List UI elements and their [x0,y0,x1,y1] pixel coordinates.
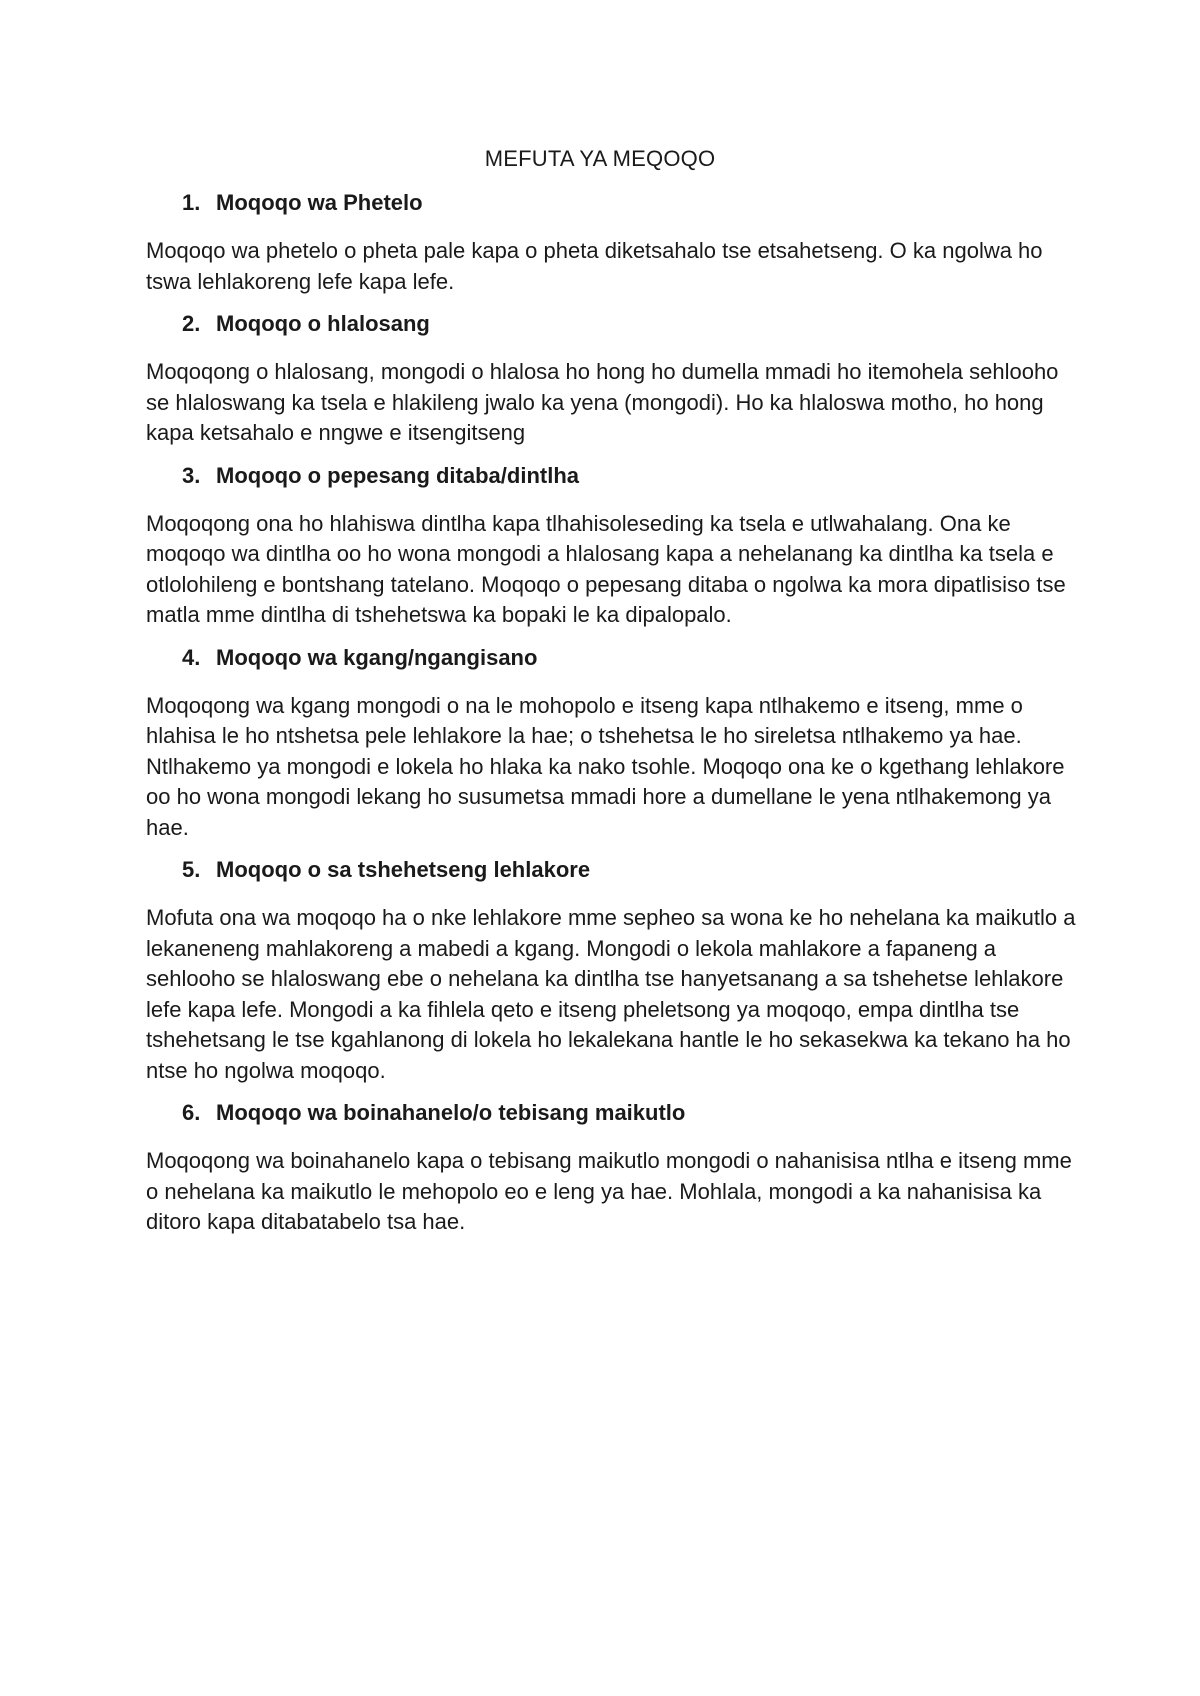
section-number: 4. [182,644,201,670]
section-heading [146,645,1076,671]
section-number: 3. [182,462,201,488]
section-4 [146,645,1076,844]
section-paragraph: Moqoqong ona ho hlahiswa dintlha kapa tlhahisoleseding ka tsela e utlwahalang. Ona ke moqoqo wa dintlha oo ho wona mongodi a hlalosang kapa a nehelanang ka dintlha ka tsela e otlolohileng e bontshang tatelano. Moqoqo o pepesang ditaba o ngolwa ka mora dipatlisiso tse matla mme dintlha di tshehetswa ka bopaki le ka dipalopalo. [146,510,1066,627]
section-heading-text: Moqoqo o hlalosang [216,311,430,336]
section-number: 1. [182,190,201,215]
section-3 [146,463,1076,631]
section-heading-text: Moqoqo o pepesang ditaba/dintlha [216,462,579,488]
page-title: MEFUTA YA MEQOQO [484,146,716,171]
section-paragraph: Moqoqong wa boinahanelo kapa o tebisang maikutlo mongodi o nahanisisa ntlha e itseng mme o nehelana ka maikutlo le mehopolo eo e leng ya hae. Mohlala, mongodi a ka nahanisisa ka ditoro kapa ditabatabelo tsa hae. [146,1148,1072,1234]
section-heading [146,190,1076,216]
section-number: 5. [182,857,201,882]
section-paragraph: Mofuta ona wa moqoqo ha o nke lehlakore mme sepheo sa wona ke ho nehelana ka maikutlo a lekaneneng mahlakoreng a mabedi a kgang. Mongodi o lekola mahlakore a fapaneng a sehlooho se hlaloswang ebe o nehelana ka dintlha tse hanyetsanang a sa tshehetse lehlakore lefe kapa lefe. Mongodi a ka fihlela qeto e itseng pheletsong ya moqoqo, empa dintlha tse tshehetsang le tse kgahlanong di lokela ho lekalekana hantle le ho sekasekwa ka tekano ha ho ntse ho ngolwa moqoqo. [146,905,1076,1083]
section-heading-text: Moqoqo o sa tshehetseng lehlakore [216,857,591,882]
section-paragraph: Moqoqo wa phetelo o pheta pale kapa o pheta diketsahalo tse etsahetseng. O ka ngolwa ho tswa lehlakoreng lefe kapa lefe. [146,238,1043,294]
section-6 [146,1100,1076,1238]
section-2 [146,311,1076,449]
section-heading [146,311,1076,337]
section-heading-text: Moqoqo wa boinahanelo/o tebisang maikutlo [216,1100,686,1125]
section-heading-text: Moqoqo wa kgang/ngangisano [216,644,538,670]
section-heading-text: Moqoqo wa Phetelo [216,190,423,215]
section-heading [146,463,1076,489]
section-number: 6. [182,1100,201,1125]
section-heading [146,857,1076,883]
section-paragraph: Moqoqong o hlalosang, mongodi o hlalosa ho hong ho dumella mmadi ho itemohela sehlooho se hlaloswang ka tsela e hlakileng jwalo ka yena (mongodi). Ho ka hlaloswa motho, ho hong kapa ketsahalo e nngwe e itsengitseng [146,359,1059,445]
section-1 [146,190,1076,297]
document-body [146,190,1076,1252]
section-heading [146,1100,1076,1126]
section-5 [146,857,1076,1086]
section-paragraph: Moqoqong wa kgang mongodi o na le mohopolo e itseng kapa ntlhakemo e itseng, mme o hlahisa le ho ntshetsa pele lehlakore la hae; o tshehetsa le ho sireletsa ntlhakemo ya hae. Ntlhakemo ya mongodi e lokela ho hlaka ka nako tsohle. Moqoqo ona ke o kgethang lehlakore oo ho wona mongodi lekang ho susumetsa mmadi hore a dumellane le yena ntlhakemong ya hae. [146,692,1065,840]
section-number: 2. [182,311,201,336]
